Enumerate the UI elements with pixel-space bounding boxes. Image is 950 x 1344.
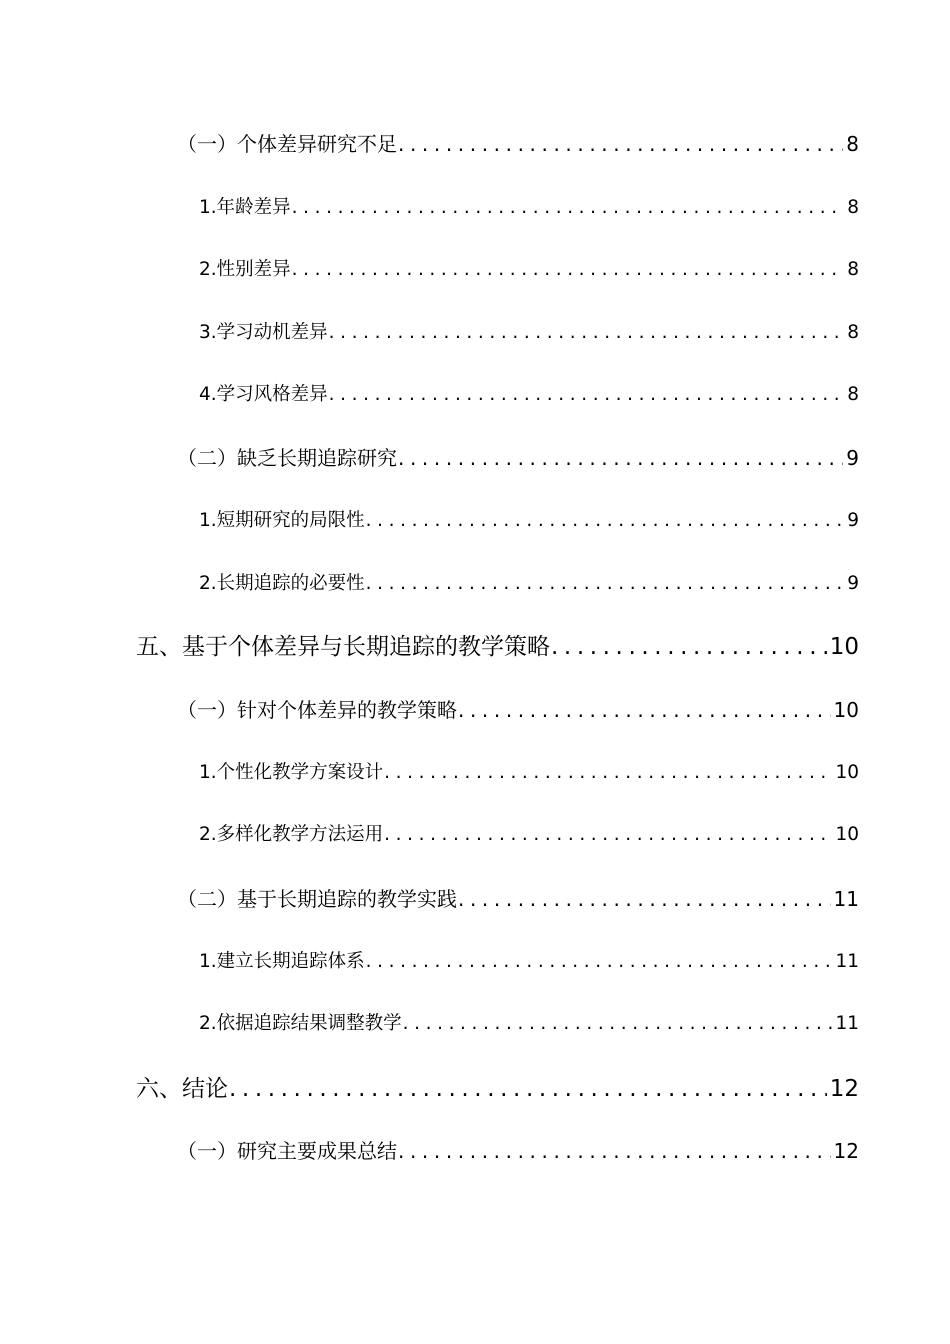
toc-page-number: 10 bbox=[835, 762, 859, 783]
toc-entry[interactable] bbox=[199, 255, 859, 281]
toc-entry-title: 1.年龄差异 bbox=[199, 197, 291, 218]
toc-page-number: 12 bbox=[829, 1076, 859, 1102]
toc-entry-title: 六、结论 bbox=[136, 1076, 228, 1102]
toc-entry[interactable] bbox=[199, 506, 859, 532]
toc-entry-title: 2.多样化教学方法运用 bbox=[199, 824, 384, 845]
toc-entry-title: 2.依据追踪结果调整教学 bbox=[199, 1013, 402, 1034]
toc-dot-leader bbox=[292, 197, 845, 218]
toc-entry-title: 3.学习动机差异 bbox=[199, 322, 328, 343]
toc-page-number: 10 bbox=[829, 634, 859, 660]
toc-entry-title: 1.个性化教学方案设计 bbox=[199, 762, 384, 783]
toc-entry[interactable] bbox=[199, 569, 859, 595]
toc-dot-leader bbox=[403, 1013, 833, 1034]
toc-entry[interactable] bbox=[177, 128, 859, 157]
toc-entry-title: （二）基于长期追踪的教学实践 bbox=[177, 887, 457, 911]
toc-entry-title: （一）研究主要成果总结 bbox=[177, 1139, 397, 1163]
toc-entry-title: 1.建立长期追踪体系 bbox=[199, 951, 365, 972]
toc-entry-title: （一）个体差异研究不足 bbox=[177, 132, 397, 156]
toc-entry[interactable] bbox=[136, 628, 859, 661]
toc-entry[interactable] bbox=[136, 1070, 859, 1103]
toc-dot-leader bbox=[366, 951, 833, 972]
toc-dot-leader bbox=[398, 446, 843, 470]
toc-entry-title: 4.学习风格差异 bbox=[199, 384, 328, 405]
toc-entry[interactable] bbox=[199, 193, 859, 219]
toc-entry[interactable] bbox=[199, 380, 859, 406]
toc-dot-leader bbox=[366, 510, 845, 531]
toc-page-number: 8 bbox=[847, 259, 859, 280]
toc-dot-leader bbox=[398, 1139, 831, 1163]
toc-dot-leader bbox=[398, 132, 843, 156]
toc-entry-title: 2.长期追踪的必要性 bbox=[199, 573, 365, 594]
toc-dot-leader bbox=[292, 259, 845, 280]
toc-entry-title: （一）针对个体差异的教学策略 bbox=[177, 698, 457, 722]
toc-entry-title: 五、基于个体差异与长期追踪的教学策略 bbox=[136, 634, 550, 660]
toc-entry[interactable] bbox=[199, 318, 859, 344]
toc-page-number: 10 bbox=[833, 698, 859, 722]
toc-entry[interactable] bbox=[199, 1009, 859, 1035]
toc-entry[interactable] bbox=[177, 1135, 859, 1164]
toc-dot-leader bbox=[329, 322, 845, 343]
toc-dot-leader bbox=[551, 634, 827, 660]
toc-entry-title: （二）缺乏长期追踪研究 bbox=[177, 446, 397, 470]
toc-page-number: 9 bbox=[846, 446, 859, 470]
toc-entry[interactable] bbox=[177, 442, 859, 471]
toc-entry[interactable] bbox=[199, 947, 859, 973]
toc-page-number: 11 bbox=[835, 951, 859, 972]
toc-dot-leader bbox=[384, 762, 832, 783]
toc-page-number: 8 bbox=[847, 384, 859, 405]
toc-dot-leader bbox=[229, 1076, 827, 1102]
toc-page-number: 8 bbox=[847, 197, 859, 218]
toc-dot-leader bbox=[366, 573, 845, 594]
toc-dot-leader bbox=[329, 384, 845, 405]
toc-entry-title: 1.短期研究的局限性 bbox=[199, 510, 365, 531]
toc-page-number: 12 bbox=[833, 1139, 859, 1163]
toc-entry-title: 2.性别差异 bbox=[199, 259, 291, 280]
toc-entry[interactable] bbox=[199, 758, 859, 784]
toc-page-number: 10 bbox=[835, 824, 859, 845]
toc-entry[interactable] bbox=[199, 820, 859, 846]
toc-entry[interactable] bbox=[177, 694, 859, 723]
toc-dot-leader bbox=[384, 824, 832, 845]
toc-dot-leader bbox=[458, 698, 831, 722]
toc-entry[interactable] bbox=[177, 883, 859, 912]
toc-dot-leader bbox=[458, 887, 831, 911]
toc-page-number: 11 bbox=[835, 1013, 859, 1034]
toc-page-number: 9 bbox=[847, 573, 859, 594]
toc-page-number: 8 bbox=[847, 322, 859, 343]
toc-page-number: 11 bbox=[833, 887, 859, 911]
toc-page-number: 8 bbox=[846, 132, 859, 156]
toc-page-number: 9 bbox=[847, 510, 859, 531]
